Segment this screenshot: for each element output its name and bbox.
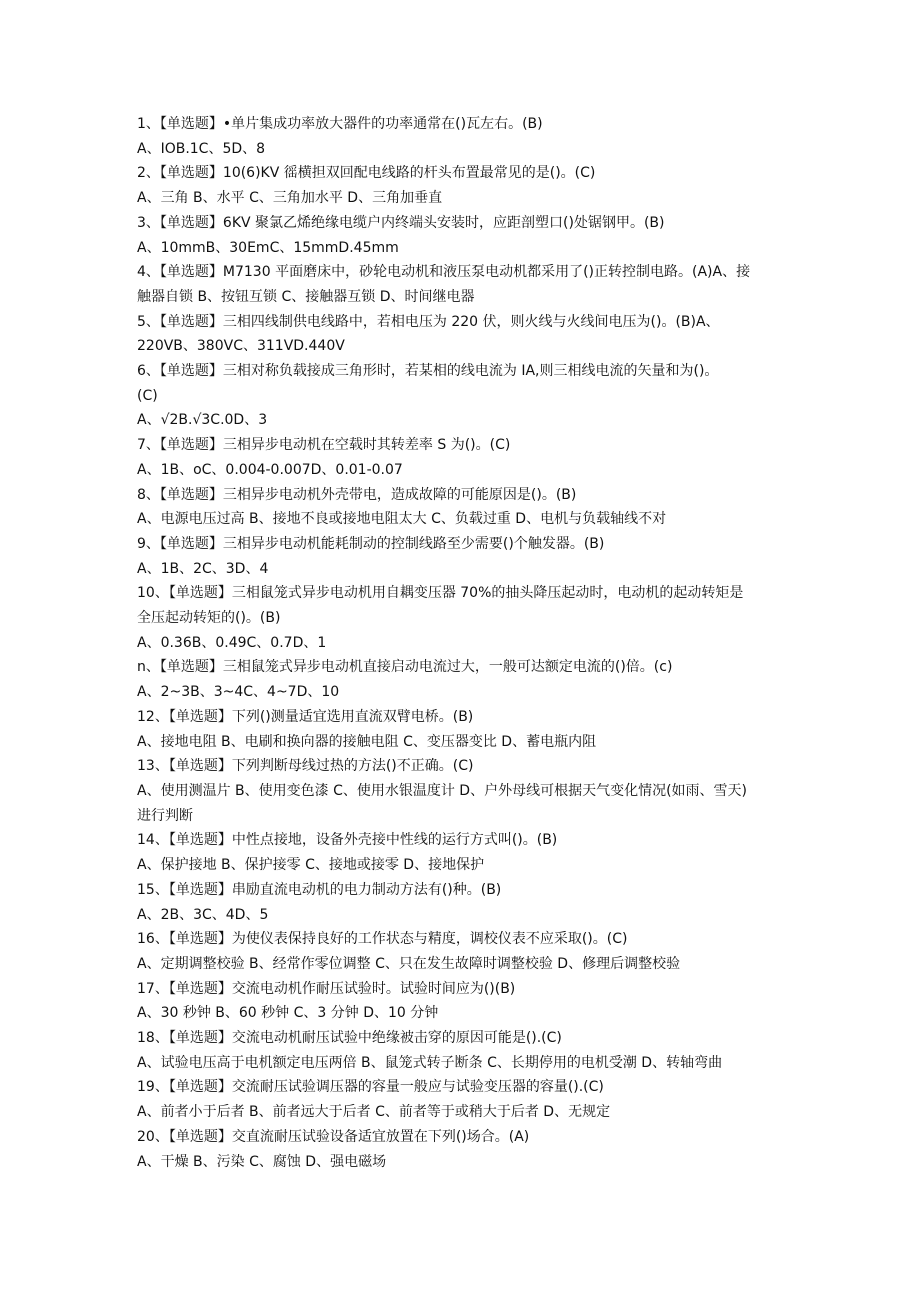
question-1-options: A、IOB.1C、5D、8: [137, 140, 266, 157]
question-18-stem: 18、【单选题】交流电动机耐压试验中绝缘被击穿的原因可能是().(C): [137, 1030, 562, 1047]
question-8-stem: 8、【单选题】三相异步电动机外壳带电，造成故障的可能原因是()。(B): [137, 486, 577, 503]
question-3-options: A、10mmB、30EmC、15mmD.45mm: [137, 239, 399, 256]
question-12-options: A、接地电阻 B、电刷和换向器的接触电阻 C、变压器变比 D、蓄电瓶内阻: [137, 733, 597, 750]
question-16-stem: 16、【单选题】为使仪表保持良好的工作状态与精度，调校仪表不应采取()。(C): [137, 931, 628, 948]
question-8-options: A、电源电压过高 B、接地不良或接地电阻太大 C、负载过重 D、电机与负载轴线不对: [137, 511, 667, 528]
question-19-stem: 19、【单选题】交流耐压试验调压器的容量一般应与试验变压器的容量().(C): [137, 1079, 604, 1096]
question-10-options: A、0.36B、0.49C、0.7D、1: [137, 634, 327, 651]
question-6-answer: (C): [137, 387, 158, 404]
question-20-stem: 20、【单选题】交直流耐压试验设备适宜放置在下列()场合。(A): [137, 1128, 530, 1145]
question-6-stem: 6、【单选题】三相对称负载接成三角形时，若某相的线电流为 IA,则三相线电流的矢量和为()。: [137, 363, 719, 380]
question-document: [137, 112, 787, 1174]
question-5-stem: 5、【单选题】三相四线制供电线路中，若相电压为 220 伏，则火线与火线间电压为()。(B)A、: [137, 313, 720, 330]
question-16-options: A、定期调整校验 B、经常作零位调整 C、只在发生故障时调整校验 D、修理后调整校验: [137, 955, 681, 972]
question-10-stem: 10、【单选题】三相鼠笼式异步电动机用自耦变压器 70%的抽头降压起动时，电动机的起动转矩是: [137, 585, 744, 602]
question-17-stem: 17、【单选题】交流电动机作耐压试验时。试验时间应为()(B): [137, 980, 516, 997]
question-4-stem: 4、【单选题】M7130 平面磨床中，砂轮电动机和液压泵电动机都采用了()正转控制电路。(A)A、接: [137, 264, 751, 281]
question-7-options: A、1B、oC、0.004-0.007D、0.01-0.07: [137, 461, 403, 478]
question-15-stem: 15、【单选题】串励直流电动机的电力制动方法有()种。(B): [137, 881, 502, 898]
question-13-stem: 13、【单选题】下列判断母线过热的方法()不正确。(C): [137, 758, 474, 775]
question-9-stem: 9、【单选题】三相异步电动机能耗制动的控制线路至少需要()个触发器。(B): [137, 535, 605, 552]
question-13-options-cont: 进行判断: [137, 807, 193, 824]
question-11-options: A、2~3B、3~4C、4~7D、10: [137, 684, 340, 701]
question-10-stem-cont: 全压起动转矩的()。(B): [137, 610, 281, 627]
question-20-options: A、干燥 B、污染 C、腐蚀 D、强电磁场: [137, 1153, 387, 1170]
question-13-options: A、使用测温片 B、使用变色漆 C、使用水银温度计 D、户外母线可根据天气变化情况(如雨、雪天): [137, 782, 748, 799]
question-19-options: A、前者小于后者 B、前者远大于后者 C、前者等于或稍大于后者 D、无规定: [137, 1104, 611, 1121]
question-14-stem: 14、【单选题】中性点接地，设备外壳接中性线的运行方式叫()。(B): [137, 832, 558, 849]
question-4-options: 触器自锁 B、按钮互锁 C、接触器互锁 D、时间继电器: [137, 288, 475, 305]
question-18-options: A、试验电压高于电机额定电压两倍 B、鼠笼式转子断条 C、长期停用的电机受潮 D、转轴弯曲: [137, 1054, 723, 1071]
question-6-options: A、√2B.√3C.0D、3: [137, 412, 268, 429]
question-14-options: A、保护接地 B、保护接零 C、接地或接零 D、接地保护: [137, 857, 485, 874]
question-2-stem: 2、【单选题】10(6)KV 徭横担双回配电线路的杆头布置最常见的是()。(C): [137, 165, 596, 182]
question-9-options: A、1B、2C、3D、4: [137, 560, 269, 577]
question-17-options: A、30 秒钟 B、60 秒钟 C、3 分钟 D、10 分钟: [137, 1005, 439, 1022]
question-11-stem: n、【单选题】三相鼠笼式异步电动机直接启动电流过大，一般可达额定电流的()倍。(c): [137, 659, 673, 676]
question-3-stem: 3、【单选题】6KV 聚氯乙烯绝缘电缆户内终端头安装时，应距剖塑口()处锯钢甲。(B): [137, 214, 665, 231]
question-2-options: A、三角 B、水平 C、三角加水平 D、三角加垂直: [137, 190, 443, 207]
question-1-stem: 1、【单选题】•单片集成功率放大器件的功率通常在()瓦左右。(B): [137, 116, 543, 132]
question-12-stem: 12、【单选题】下列()测量适宜选用直流双臂电桥。(B): [137, 708, 474, 725]
question-7-stem: 7、【单选题】三相异步电动机在空载时其转差率 S 为()。(C): [137, 437, 511, 454]
question-5-options: 220VB、380VC、311VD.440V: [137, 338, 345, 355]
question-15-options: A、2B、3C、4D、5: [137, 906, 269, 923]
